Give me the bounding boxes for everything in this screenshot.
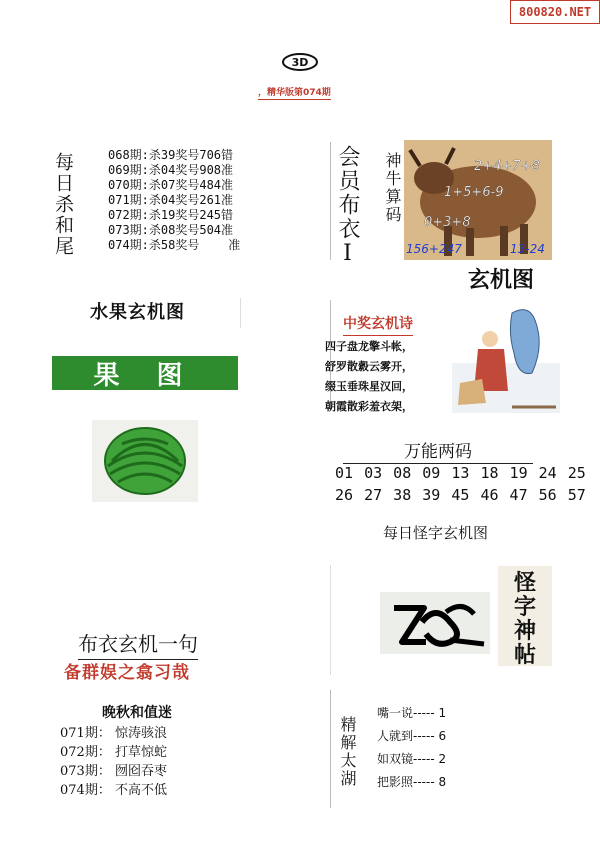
kill-line: 069期:杀04奖号908准: [108, 163, 234, 177]
riddle-line: 073期： 囫囵吞枣: [60, 764, 167, 779]
riddle-line: 071期： 惊涛骇浪: [60, 726, 167, 741]
fruit-section-title: 水果玄机图: [90, 302, 185, 323]
buyi-saying: 备群娱之翕习哉: [64, 663, 190, 683]
two-codes-title: 万能两码: [343, 437, 533, 464]
bull-overlay-text: 1+5+6-9: [444, 185, 504, 200]
guai-side-char: 怪: [513, 570, 537, 596]
scholar-image: [452, 303, 560, 413]
guai-section-title: 每日怪字玄机图: [383, 524, 489, 542]
kill-section-title: 每日杀和尾: [52, 152, 74, 257]
taihu-line: 人就到----- 6: [377, 729, 447, 743]
watermelon-icon: [92, 420, 198, 502]
poem-line: 缀玉垂珠星汉回，: [325, 380, 413, 393]
kill-line: 070期:杀07奖号484准: [108, 178, 234, 192]
watermelon-image: [92, 420, 198, 502]
guai-side-char: 神: [513, 618, 537, 644]
vip-section-subtitle: 神牛算码: [383, 152, 402, 224]
guai-side-label: [498, 566, 552, 666]
taihu-title: 精解太湖: [338, 716, 357, 788]
divider: [330, 565, 331, 675]
riddle-line: 074期： 不高不低: [60, 783, 167, 798]
kill-line: 074期:杀58奖号 准: [108, 238, 241, 252]
divider: [240, 298, 241, 328]
divider: [330, 142, 331, 260]
edition-label: ，精华版第074期: [258, 85, 331, 100]
bull-overlay-text: 156+247: [406, 242, 462, 256]
bull-overlay-text: 0+3+8: [424, 215, 471, 230]
guai-side-char: 字: [513, 594, 537, 620]
kill-line: 071期:杀04奖号261准: [108, 193, 234, 207]
riddle-title: 晚秋和值迷: [102, 705, 172, 721]
xuanji-label: 玄机图: [468, 267, 535, 293]
divider: [330, 690, 331, 808]
3d-logo: [282, 53, 318, 71]
bull-image: [404, 140, 552, 260]
taihu-line: 嘴一说----- 1: [377, 706, 447, 720]
poem-line: 朝霞散彩羞衣架，: [325, 400, 413, 413]
guai-side-char: 帖: [513, 642, 537, 666]
poem-line: 四子盘龙擎斗帐，: [325, 340, 413, 353]
fruit-banner: 果 图: [52, 356, 238, 390]
kill-line: 068期:杀39奖号706错: [108, 148, 234, 162]
bull-overlay-text: 13-24: [510, 242, 545, 256]
bull-overlay-text: 2+4+7+8: [474, 159, 540, 174]
vip-section-title: 会员布衣Ⅰ: [335, 145, 360, 268]
riddle-line: 072期： 打草惊蛇: [60, 745, 167, 760]
taihu-line: 把影照----- 8: [377, 775, 447, 789]
code-row: 01 03 08 09 13 18 19 24 25: [335, 464, 586, 482]
logo-text: 3D: [291, 56, 309, 69]
guai-character-image: [380, 592, 490, 654]
code-row: 26 27 38 39 45 46 47 56 57: [335, 486, 586, 504]
buyi-section-title: 布衣玄机一句: [78, 628, 198, 660]
poem-title: 中奖玄机诗: [343, 313, 413, 336]
kill-line: 073期:杀08奖号504准: [108, 223, 234, 237]
taihu-line: 如双镜----- 2: [377, 752, 447, 766]
kill-line: 072期:杀19奖号245错: [108, 208, 234, 222]
poem-line: 舒罗散縠云雾开，: [325, 360, 413, 373]
site-watermark: 800820.NET: [510, 0, 600, 24]
